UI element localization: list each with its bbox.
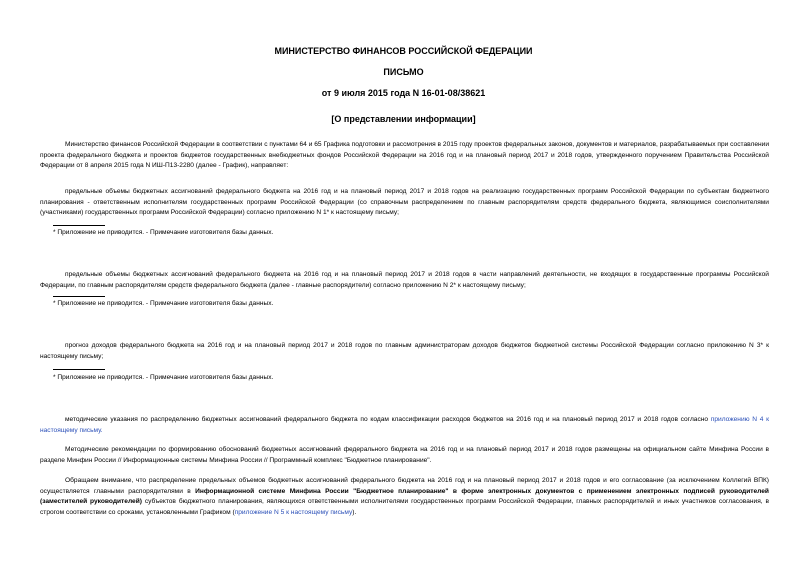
document-subject: [О представлении информации]	[331, 114, 476, 124]
paragraph-limits-nonprogram	[40, 270, 769, 291]
revenue-forecast-text: прогноз доходов федерального бюджета на 2016 год и на плановый период 2017 и 2018 годов по главным администраторам доходов бюджетов бюджетной системы Российской Федерации согласно приложению N 3* к настоящему письму;	[40, 342, 769, 360]
limits-nonprogram-text: предельные объемы бюджетных ассигнований федерального бюджета на 2016 год и на плановый период 2017 и 2018 годов в части направлений деятельности, не входящих в государственные программы Российской Федерации, по главным распорядителям средств федерального бюджета (далее - главные распорядители) согласно приложению N 2* к настоящему письму;	[40, 271, 769, 289]
document-type: ПИСЬМО	[383, 67, 424, 77]
appendix-4-link[interactable]: приложению N 4 к настоящему письму.	[40, 416, 770, 434]
paragraph-recommendations	[40, 445, 769, 466]
footnote-1: * Приложение не приводится. - Примечание изготовителя базы данных.	[53, 229, 274, 236]
intro-paragraph	[40, 140, 769, 172]
paragraph-limits-programs	[40, 187, 769, 219]
paragraph-revenue-forecast	[40, 341, 769, 362]
appendix-5-link[interactable]: приложение N 5 к настоящему письму	[234, 508, 353, 516]
paragraph-method-guidelines	[40, 415, 769, 436]
attention-text-b: субъектов бюджетного планирования, являющихся ответственными исполнителями государственных программ Российской Федерации, главных распорядителей и иных участников согласования, в строгом соответствии со сроками, установленными Графиком (	[40, 498, 769, 516]
intro-text: Министерство финансов Российской Федерации в соответствии с пунктами 64 и 65 Графика подготовки и рассмотрения в 2015 году проектов федеральных законов, документов и материалов, разрабатываемых при составлении проекта федерального бюджета и проектов бюджетов государственных внебюджетных фондов Российской Федерации на 2016 год и на плановый период 2017 и 2018 годов, утвержденного поручением Правительства Российской Федерации от 8 апреля 2015 года N ИШ-П13-2280 (далее - График), направляет:	[40, 141, 769, 169]
footnote-3: * Приложение не приводится. - Примечание изготовителя базы данных.	[53, 374, 274, 381]
recommendations-text: Методические рекомендации по формированию обоснований бюджетных ассигнований федерального бюджета на 2016 год и на плановый период 2017 и 2018 годов размещены на официальном сайте Минфина России в разделе Минфин России // Информационные системы Минфина России // Программный комплекс "Бюджетное планирование".	[40, 446, 769, 464]
ministry-title: МИНИСТЕРСТВО ФИНАНСОВ РОССИЙСКОЙ ФЕДЕРАЦИИ	[274, 46, 533, 56]
paragraph-attention	[40, 476, 769, 518]
footnote-divider	[53, 369, 105, 370]
limits-programs-text: предельные объемы бюджетных ассигнований федерального бюджета на 2016 год и на плановый период 2017 и 2018 годов на реализацию государственных программ Российской Федерации по субъектам бюджетного планирования - ответственным исполнителям государственных программ Российской Федерации (со справочным распределением по главным распорядителям средств федерального бюджета, являющимся соисполнителями (участниками) государственных программ Российской Федерации) согласно приложению N 1* к настоящему письму;	[40, 188, 769, 216]
method-guidelines-text: методические указания по распределению бюджетных ассигнований федерального бюджета по кодам классификации расходов бюджетов на 2016 год и на плановый период 2017 и 2018 годов согласно	[65, 416, 709, 423]
document-date-number: от 9 июля 2015 года N 16-01-08/38621	[321, 88, 486, 98]
attention-text-a: Обращаем внимание, что распределение предельных объемов бюджетных ассигнований федерального бюджета на 2016 год и на плановый период 2017 и 2018 годов и его согласование (за исключением Коллегий ВПК) осуществляется главными распорядителями в	[40, 477, 769, 495]
footnote-divider	[53, 296, 105, 297]
attention-text-c: ).	[352, 508, 357, 516]
footnote-divider	[53, 225, 105, 226]
footnote-2: * Приложение не приводится. - Примечание изготовителя базы данных.	[53, 300, 274, 307]
attention-text-bold: Информационной системе Минфина России "Бюджетное планирование" в форме электронных документов с применением электронных подписей руководителей (заместителей руководителей)	[40, 487, 769, 505]
